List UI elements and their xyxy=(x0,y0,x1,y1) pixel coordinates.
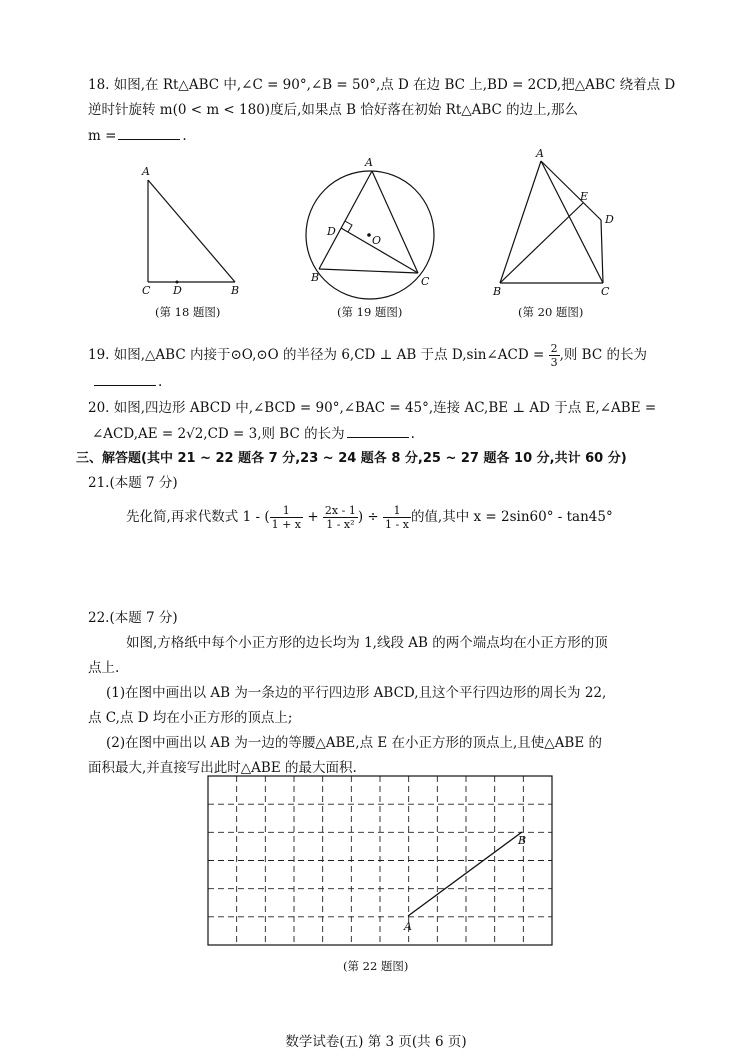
q18-answer-blank xyxy=(118,126,180,140)
q22-p2b: 点 C,点 D 均在小正方形的顶点上; xyxy=(88,710,293,726)
fig20-label-e: E xyxy=(580,190,589,203)
q21-frac-1 xyxy=(270,504,303,531)
fig18-label-d: D xyxy=(173,284,182,297)
q21-title: 21.(本题 7 分) xyxy=(88,475,178,491)
fig18-caption: (第 18 题图) xyxy=(155,305,221,319)
figure-22-grid xyxy=(200,770,560,955)
q21-frac-1-den: 1 + x xyxy=(271,518,302,531)
q20-end: . xyxy=(410,426,415,442)
q21-frac-2-den: 1 - x² xyxy=(326,518,355,531)
q19-answer-blank xyxy=(94,372,156,386)
q22-title: 22.(本题 7 分) xyxy=(88,610,178,626)
q20-answer-blank xyxy=(347,424,409,438)
fig20-label-b: B xyxy=(493,285,502,298)
fig18-label-c: C xyxy=(142,284,151,297)
segment-ab xyxy=(408,832,522,916)
q21-expr-a: 先化简,再求代数式 1 - ( xyxy=(126,509,270,525)
q18-m-label: m = xyxy=(88,128,117,144)
fig19-label-d: D xyxy=(327,225,336,238)
q21-frac-1-num: 1 xyxy=(270,504,303,518)
q19-text-b: ,则 BC 的长为 xyxy=(559,347,647,363)
q21-frac-2 xyxy=(323,504,358,531)
fig22-label-a: A xyxy=(404,920,412,933)
q22-p2: (1)在图中画出以 AB 为一条边的平行四边形 ABCD,且这个平行四边形的周长为 22, xyxy=(106,685,607,701)
fig19-label-b: B xyxy=(311,271,320,284)
q19-line2 xyxy=(92,372,162,391)
q19-text-a: 19. 如图,△ABC 内接于⊙O,⊙O 的半径为 6,CD ⊥ AB 于点 D,sin∠ACD = xyxy=(88,347,545,363)
q20-line2 xyxy=(92,424,415,443)
q20-line1: 20. 如图,四边形 ABCD 中,∠BCD = 90°,∠BAC = 45°,连接 AC,BE ⊥ AD 于点 E,∠ABE = xyxy=(88,400,657,416)
q18-end: . xyxy=(182,128,187,144)
q20-text: ∠ACD,AE = 2√2,CD = 3,则 BC 的长为 xyxy=(92,426,345,442)
q22-p3: (2)在图中画出以 AB 为一边的等腰△ABE,点 E 在小正方形的顶点上,且使△ABE 的 xyxy=(106,735,602,751)
q21-frac-2-num: 2x - 1 xyxy=(324,504,356,517)
fig22-caption: (第 22 题图) xyxy=(343,959,409,973)
fig20-caption: (第 20 题图) xyxy=(518,305,584,319)
q21-expression xyxy=(126,500,613,534)
q18-line1: 18. 如图,在 Rt△ABC 中,∠C = 90°,∠B = 50°,点 D 在边 BC 上,BD = 2CD,把△ABC 绕着点 D xyxy=(88,77,676,93)
figure-20 xyxy=(488,145,623,300)
fig20-label-d: D xyxy=(605,213,614,226)
fig18-label-a: A xyxy=(142,165,150,178)
q21-expr-b: ) ÷ xyxy=(357,509,379,525)
fig19-label-o: O xyxy=(372,234,382,247)
q19-line1 xyxy=(88,342,647,369)
q21-frac-3-num: 1 xyxy=(383,504,411,518)
q18-line3 xyxy=(88,126,187,145)
q22-p1: 如图,方格纸中每个小正方形的边长均为 1,线段 AB 的两个端点均在小正方形的顶 xyxy=(126,635,608,651)
fig19-label-c: C xyxy=(421,275,430,288)
page-footer: 数学试卷(五) 第 3 页(共 6 页) xyxy=(285,1034,467,1050)
q19-frac-num: 2 xyxy=(550,342,558,355)
figure-18 xyxy=(135,160,250,300)
fig19-caption: (第 19 题图) xyxy=(337,305,403,319)
q19-end: . xyxy=(158,374,163,390)
fig20-label-c: C xyxy=(601,285,610,298)
grid-lines xyxy=(208,776,552,945)
fig19-label-a: A xyxy=(365,156,373,169)
q18-line2: 逆时针旋转 m(0 < m < 180)度后,如果点 B 恰好落在初始 Rt△ABC 的边上,那么 xyxy=(88,102,578,118)
q21-plus: + xyxy=(307,509,319,525)
fig22-label-b: B xyxy=(518,834,527,847)
q21-expr-c: 的值,其中 x = 2sin60° - tan45° xyxy=(410,509,613,525)
q22-p3b: 面积最大,并直接写出此时△ABE 的最大面积. xyxy=(88,760,357,776)
fig20-label-a: A xyxy=(536,147,544,160)
section-3-heading: 三、解答题(其中 21 ~ 22 题各 7 分,23 ~ 24 题各 8 分,25 ~ 27 题各 10 分,共计 60 分) xyxy=(76,451,627,466)
q21-frac-3-den: 1 - x xyxy=(385,518,409,531)
q19-frac-den: 3 xyxy=(550,356,558,369)
figure-19 xyxy=(300,155,440,300)
q22-p1b: 点上. xyxy=(88,660,120,676)
fig18-label-b: B xyxy=(231,284,240,297)
q19-fraction xyxy=(549,342,560,369)
q21-frac-3 xyxy=(383,504,411,531)
